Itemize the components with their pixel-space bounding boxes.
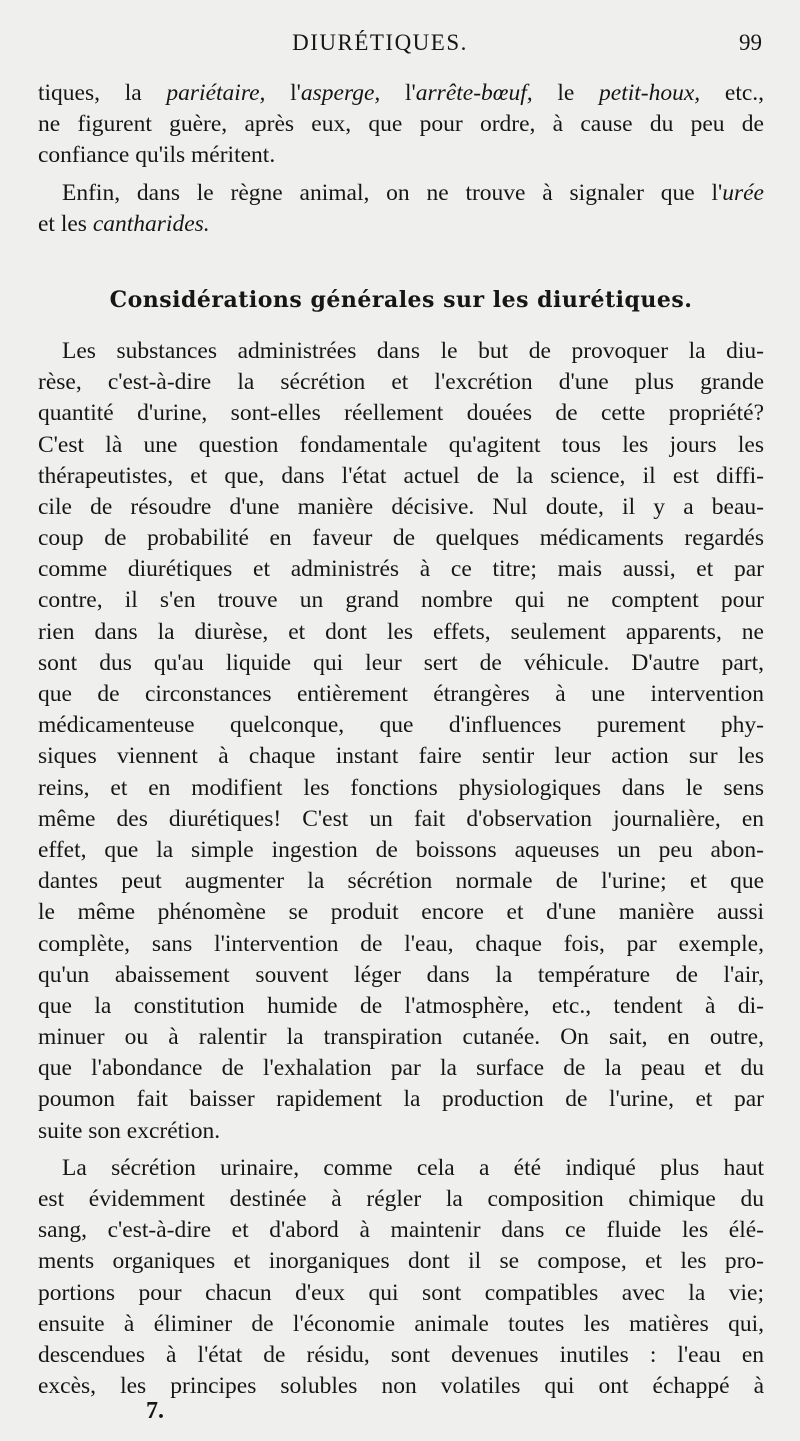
text-line: reins, et en modifient les fonctions physiologiques dans le sens — [38, 774, 764, 801]
text-line: dantes peut augmenter la sécrétion normale de l'urine; et que — [38, 868, 764, 895]
text-line: et les cantharides. — [38, 210, 210, 237]
second-paragraph — [38, 178, 764, 240]
text-line: poumon fait baisser rapidement la production de l'urine, et par — [38, 1086, 764, 1113]
page-number: 99 — [739, 30, 762, 55]
text-line: comme diurétiques et administrés à ce titre; mais aussi, et par — [38, 556, 764, 583]
text-line: coup de probabilité en faveur de quelques médicaments regardés — [38, 525, 764, 552]
text-line: contre, il s'en trouve un grand nombre qui ne comptent pour — [38, 587, 764, 614]
text-line: qu'un abaissement souvent léger dans la température de l'air, — [38, 961, 764, 988]
text-line: rèse, c'est-à-dire la sécrétion et l'excrétion d'une plus grande — [38, 369, 764, 396]
text-line: thérapeutistes, et que, dans l'état actuel de la science, il est diffi- — [38, 462, 764, 489]
paragraph-gap — [38, 320, 764, 336]
signature-mark: 7. — [146, 1398, 164, 1424]
text-line: le même phénomène se produit encore et d'une manière aussi — [38, 899, 764, 926]
text-line: C'est là une question fondamentale qu'agitent tous les jours les — [38, 431, 764, 458]
text-line: confiance qu'ils méritent. — [38, 142, 276, 169]
text-line: est évidemment destinée à régler la composition chimique du — [38, 1186, 764, 1212]
text-line: ne figurent guère, après eux, que pour ordre, à cause du peu de — [38, 111, 764, 138]
text-line: rien dans la diurèse, et dont les effets, seulement apparents, ne — [38, 618, 764, 645]
text-line: excès, les principes solubles non volatiles qui ont échappé à — [38, 1373, 764, 1400]
text-line: siques viennent à chaque instant faire sentir leur action sur les — [38, 743, 764, 770]
text-line: suite son excrétion. — [38, 1117, 221, 1144]
text-line: ensuite à éliminer de l'économie animale toutes les matières qui, — [38, 1310, 764, 1337]
text-line: que de circonstances entièrement étrangères à une intervention — [38, 681, 764, 707]
text-line: que la constitution humide de l'atmosphère, etc., tendent à di- — [38, 992, 764, 1019]
text-line: sang, c'est-à-dire et d'abord à maintenir dans ce fluide les élé- — [38, 1217, 764, 1244]
text-line: médicamenteuse quelconque, que d'influences purement phy- — [38, 712, 764, 739]
text-line: effet, que la simple ingestion de boissons aqueuses un peu abon- — [38, 836, 764, 863]
text-line: descendues à l'état de résidu, sont devenues inutiles : l'eau en — [38, 1341, 764, 1368]
text-line: que l'abondance de l'exhalation par la surface de la peau et du — [38, 1055, 764, 1082]
text-line: Les substances administrées dans le but de provoquer la diu- — [62, 337, 764, 364]
text-line: même des diurétiques! C'est un fait d'observation journalière, en — [38, 805, 764, 832]
running-head — [0, 30, 800, 60]
text-line: tiques, la pariétaire, l'asperge, l'arrête-bœuf, le petit-houx, etc., — [38, 80, 765, 106]
text-line: complète, sans l'intervention de l'eau, chaque fois, par exemple, — [38, 930, 764, 957]
text-line: quantité d'urine, sont-elles réellement douées de cette propriété? — [38, 400, 764, 427]
text-line: cile de résoudre d'une manière décisive. Nul doute, il y a beau- — [38, 493, 764, 520]
text-line: sont dus qu'au liquide qui leur sert de véhicule. D'autre part, — [38, 649, 764, 676]
paragraph-urinary-secretion — [38, 1153, 764, 1403]
text-line: minuer ou à ralentir la transpiration cutanée. On sait, en outre, — [38, 1024, 764, 1051]
text-line: ments organiques et inorganiques dont il se compose, et les pro- — [38, 1248, 764, 1275]
body-text — [38, 78, 764, 1402]
text-line: portions pour chacun d'eux qui sont compatibles avec la vie; — [38, 1279, 764, 1306]
section-heading: Considérations générales sur les diurétiques. — [109, 286, 693, 313]
running-title: DIURÉTIQUES. — [292, 30, 468, 55]
paragraph-diuretic-substances — [38, 336, 764, 1147]
text-line: La sécrétion urinaire, comme cela a été indiqué plus haut — [62, 1154, 764, 1181]
intro-paragraph — [38, 78, 764, 172]
text-line: Enfin, dans le règne animal, on ne trouve à signaler que l'urée — [62, 179, 764, 206]
